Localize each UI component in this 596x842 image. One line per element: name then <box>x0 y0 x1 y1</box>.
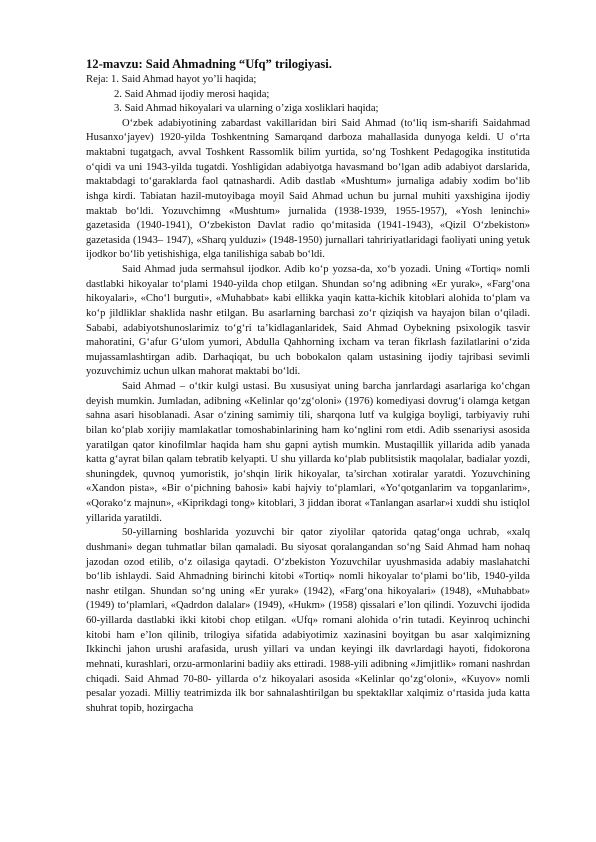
body-paragraph: 50-yillarning boshlarida yozuvchi bir qator ziyolilar qatorida qatag‘onga uchrab, «xalq dushmani» degan tuhmatlar bilan qamaladi. Bu siyosat qoralangandan so‘ng Said Ahmad ham nohaq jazodan ozod etilib, o‘z oilasiga qaytadi. O‘zbekiston Yozuvchilar uyushmasida adabiy maslahatchi bo‘lib ishlaydi. Said Ahmadning birinchi kitobi «Tortiq» nomli hikoyalar to‘plami bo‘lib, 1940-yilda nashr etilgan. Shundan so‘ng uning «Er yurak» (1942), «Farg‘ona hikoyalari» (1948), «Muhabbat» (1949) to‘plamlari, «Qadrdon dalalar» (1949), «Hukm» (1958) qissalari e’lon qilindi. Yozuvchi ijodida 60-yillarda dastlabki ikki kitobi chop etilgan. «Ufq» romani alohida o‘rin tutadi. Keyinroq uchinchi kitobi ham e’lon qilinib, trilogiya sifatida adabiyotimiz xazinasini boyitgan bu asar xalqimizning Ikkinchi jahon urushi arafasida, urush yillari va undan keyingi ilk davrlardagi hayoti, fidokorona mehnati, kurashlari, orzu-armonlarini badiiy aks ettiradi. 1988-yili adibning «Jimjitlik» romani nashrdan chiqadi. Said Ahmad 70-80- yillarda o‘z hikoyalari asosida «Kelinlar qo‘zg‘oloni», «Kuyov» nomli pesalar yozadi. Milliy teatrimizda ilk bor sahnalashtirilgan bu spektakllar xalqimiz o‘rtasida juda katta shuhrat topib, hozirgacha <box>86 527 530 714</box>
plan-item: 1. Said Ahmad hayot yo’li haqida; <box>111 74 257 85</box>
body-paragraph: Said Ahmad juda sermahsul ijodkor. Adib ko‘p yozsa-da, xo‘b yozadi. Uning «Tortiq» nomli dastlabki hikoyalar to‘plami 1940-yilda chop etilgan. Shundan so‘ng adibning «Er yurak», «Farg‘ona hikoyalari», «Cho‘l burguti», «Muhabbat» kabi ellikka yaqin katta-kichik kitoblari alohida to‘plam va ko‘p jildliklar shaklida nashr etilgan. Bu asarlarning barchasi zo‘r qiziqish va hayajon bilan o‘qiladi. Sababi, adabiyotshunoslarimiz to‘g‘ri ta’kidlaganlaridek, Said Ahmad Oybekning psixologik tasvir mahoratini, G‘afur G‘ulom yumori, Abdulla Qahhorning ixcham va teran fikrlash fazilatlarini o‘zida mujassamlashtirgan adib. Darhaqiqat, bu uch bobokalon qalam ustasining ijodiy tajribasi sevimli yozuvchimiz uchun ulkan mahorat maktabi bo‘ldi. <box>86 264 530 378</box>
document-title: 12-mavzu: Said Ahmadning “Ufq” trilogiyasi. <box>86 57 332 71</box>
plan-line-1 <box>86 73 530 88</box>
plan-label: Reja: <box>86 74 109 85</box>
plan-item: 3. Said Ahmad hikoyalari va ularning o’ziga xosliklari haqida; <box>114 103 379 115</box>
plan-section <box>86 73 530 117</box>
body-paragraph: O‘zbek adabiyotining zabardast vakillaridan biri Said Ahmad (to‘liq ism-sharifi Saidahmad Husanxo‘jayev) 1920-yilda Toshkentning Samarqand darboza mahallasida dunyoga keldi. U o‘rta maktabni tugatgach, avval Toshkent Rassomlik bilim yurtida, so‘ng Toshkent Pedagogika institutida o‘qidi va uni 1943-yilda tugatdi. Yoshligidan adabiyotga havasmand bo‘lgan adib adabiyot darslarida, maktabdagi to‘garaklarda faol qatnashardi. Adib dastlab «Mushtum» jurnaliga adabiy xodim bo‘lib ishga kirdi. Tabiatan hazil-mutoyibaga moyil Said Ahmad uchun bu jurnal muhiti yaxshigina ijodiy maktab bo‘ldi. Yozuvchimng «Mushtum» jurnalida (1938-1939, 1955-1957), «Yosh leninchi» gazetasida (1940-1941), O‘zbekiston Davlat radio qo‘mitasida (1941-1943), «Qizil O‘zbekiston» gazetasida (1943– 1947), «Sharq yulduzi» (1948-1950) jurnallari tahririyatlaridagi faoliyati uning yetuk ijodkor bo‘lib yetishishiga, elga tanilishiga sabab bo‘ldi. <box>86 117 530 261</box>
plan-item: 2. Said Ahmad ijodiy merosi haqida; <box>114 88 270 100</box>
body-paragraph: Said Ahmad – o‘tkir kulgi ustasi. Bu xususiyat uning barcha janrlardagi asarlariga ko‘chgan deyish mumkin. Jumladan, adibning «Kelinlar qo‘zg‘oloni» (1976) komediyasi dovrug‘i olamga ketgan sahna asari hisoblanadi. Asar o‘zining samimiy tili, sharqona lutf va kulgiga boyligi, tarbiyaviy ruhi bilan ko‘plab xorijiy mamlakatlar tomoshabinlarining ham ko‘nglini rom etdi. Adib ssenariysi asosida yaratilgan qator kinofilmlar haqida ham shu gapni aytish mumkin. Mustaqillik yillarida adib yanada katta g‘ayrat bilan qalam tebratib kelyapti. U shu yillarda ko‘plab publitsistik maqolalar, badialar yozdi, shuningdek, quvnoq yumoristik, jo‘shqin lirik hikoyalar, ta’sirchan xotiralar yaratdi. Yozuvchining «Xandon pista», «Bir o‘pichning bahosi» kabi hajviy to‘plamlari, «Yo‘qotganlarim va topganlarim», «Qorako‘z majnun», «Kiprikdagi tong» kitoblari, 3 jiddan iborat «Tanlangan asarlar»i xuddi shu istiqlol yillarida yaratildi. <box>86 381 530 524</box>
